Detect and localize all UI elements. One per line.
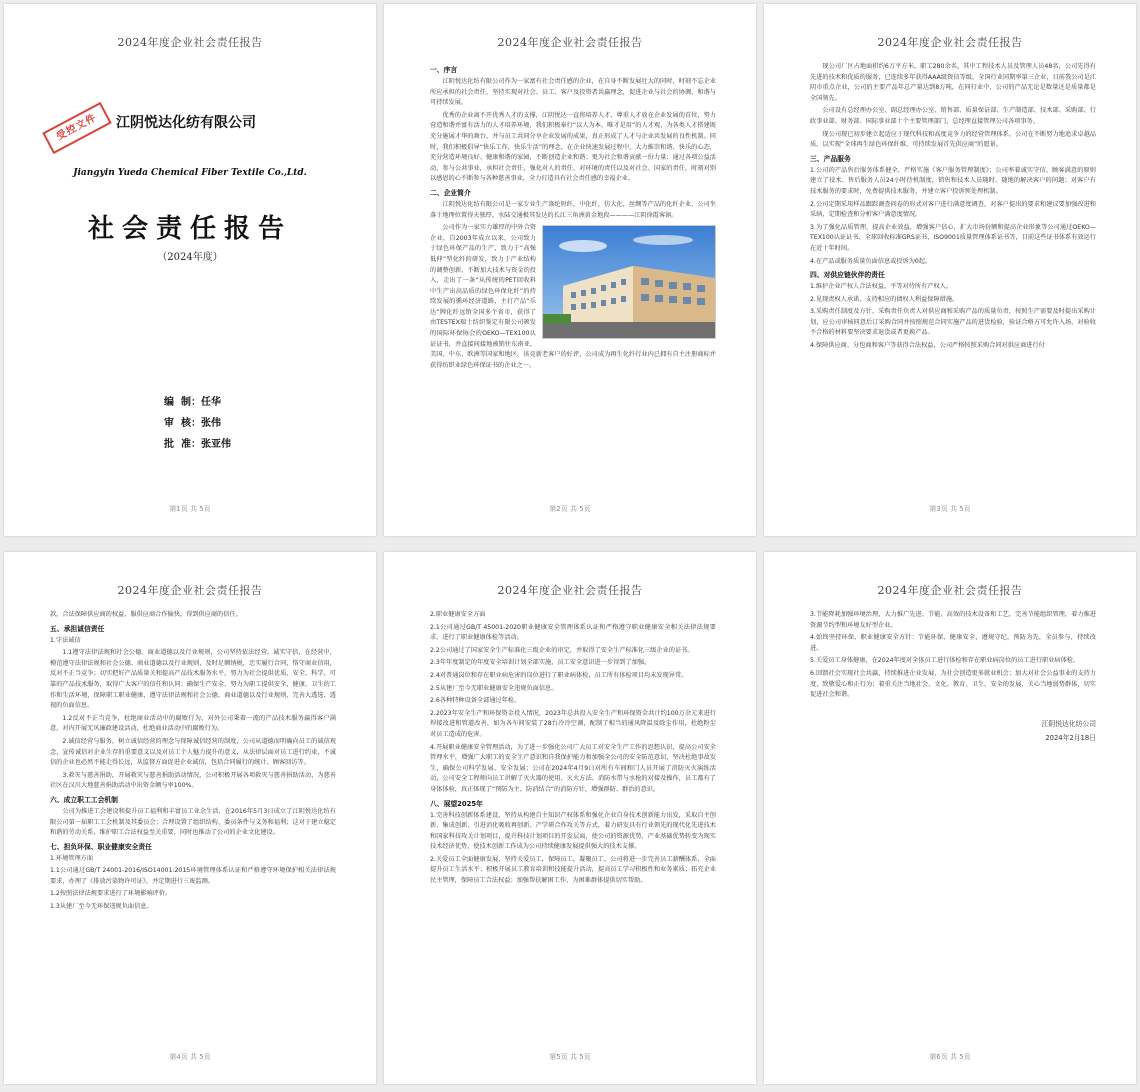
section-heading: 五、承担诚信责任 <box>50 624 105 633</box>
paragraph: 3.救灾与慈善捐助，开展救灾与慈善捐助活动情况，公司积极开展各项救灾与慈善捐助活动，为慈善社区在汉川大地慈善捐助活动中出资金额与率100%。 <box>50 771 336 790</box>
signature-date: 2024年2月18日 <box>1045 733 1096 742</box>
list-item: 5.关爱员工身体健康，在2024年度对全体员工进行体检和存在职业病岗位的员工进行职业病体检。 <box>810 657 1080 665</box>
subheading: 1.环境管理方面 <box>50 854 94 862</box>
list-item: 3.采购责任制度及方针，采购责任负责人对供应商和采购产品的质量负责，按照生产需要及时提出采购计划，应公司审核同意后订采购合同并按照规范合同实施产品的进货检验，验证合格方可允许入场，对验收不合格的材料要坚决要求退货或者更换产品。 <box>810 308 1096 337</box>
paragraph: 公司作为一家实力雄厚的中外合资企业，自2003年成立以来，公司致力于绿色环保产品的生产，致力于“高强低伸”型化纤的研发，致力于产业结构的调整创新，不断加大技术与资金的投入，走出了一条“从传统的PET回收料中生产出高品质的绿色环保化纤”的持续发展的循环经济道路，主打产品“乐达”牌化纤远销全国多个省市，获得了由TESTEX瑞士纺织鉴定有限公司颁发的国际环保协会的OEKO—TEX100认证证书，并直接间接地被销往东南亚、美国、中东、欧洲等国家和地区，该竞新老客户的好评，公司成为再生化纤行业内已拥有自主注册商标并获得纺织业绿色环保证书的企业之一。 <box>430 224 716 369</box>
section-heading: 七、担负环保、职业健康安全责任 <box>50 842 152 851</box>
list-item: 1.公司的产品售后服务体系健全，严格实施《客户服务管理制度》；公司率着诚实守信、顾客满意的原则建立了技术、售后服务人员24小时待机制度，销售和技术人员随时、随地的解决客户的问题；对客户有技术服务的要求时，免费提供技术服务，并建立客户投诉预处理机制。 <box>810 166 1096 195</box>
paragraph: 江阴悦达化纺有限公司作为一家富有社会责任感的企业，在自身不断发展壮大的同时，时刻不忘企业所应承担的社会责任，坚持实现对社会、员工、客户及投资者共赢理念，促进企业与社会的协调、和谐与可持续发展。 <box>430 78 716 107</box>
paragraph: 江阴悦达化纺有限公司是一家专业生产涤纶短纤，中化纤，仿大化，丝绸等产品的化纤企业，公司坐落于地理位置得天独厚、水陆交通极其发达的长江三角洲黄金地段————江阴徐霞客镇。 <box>430 200 716 219</box>
paragraph: 优秀的企业离不开优秀人才的支撑，江阴悦达一直将培养人才、尊重人才放在企业发展的首位，努力营造和谐并富有活力的人才培养环境，我们积极奉行“以人为本，唯才是用”的人才观，为各类人才搭建既充分施展才华的舞台，并与员工共同分享企业发展的成果，真正形成了人才与企业共发展的良性机制。同时，我们积极倡导“快乐工作，快乐生活”的理念，在企业快速发展过程中，大力推崇和谐、快乐的心态，充分营造环境良好、健康和谐的家园，不断创造企业和谐；更为社会和谐贡献一份力量；通过各项公益活动，参与公共事业，承担社会责任，强化对人的责任、对环境的责任以及对社会、国家的责任，时刻对别以感恩的心不断参与各种慈善事业，全力打造具有社会责任感的幸福企业。 <box>430 111 716 183</box>
company-name-en: Jiangyin Yueda Chemical Fiber Textile Co.,Ltd. <box>73 168 307 178</box>
list-item: 2.5从建厂至今无职业健康安全违规负面信息。 <box>430 684 558 692</box>
paragraph: 现公司现已初步建立起适应于现代科技和高度竞争力的经营管理体系，公司在不断努力地追求卓越品质，以实现“全球再生绿色环保纤维、可持续发展首先供应商”的愿景。 <box>810 130 1096 149</box>
signature-company: 江阴悦达化纺公司 <box>1041 719 1096 728</box>
section-heading: 六、成立职工工会机制 <box>50 795 118 804</box>
page-footer: 第5页 共 5页 <box>549 1053 591 1061</box>
list-item: 1.3从建厂至今无环保违规负面信息。 <box>50 903 153 911</box>
list-item: 2.2023年安全生产和环保资金投入情况，2023年总共投入安全生产和环保资金共计约100万余元来进行焊接改进和管道改善，如为各车间安装了28台冷冷空调，配制了相当的通风降温及除尘作用，杜绝粉尘对员工造成的危害。 <box>430 709 716 738</box>
list-item: 2.见现责权人承诺，支持相应的债权人利益保障措施。 <box>810 295 959 303</box>
section-heading: 一、序言 <box>430 66 458 74</box>
page-header: 2024年度企业社会责任报告 <box>877 36 1023 49</box>
controlled-document-stamp: 受控文件 <box>42 102 112 154</box>
list-item: 4.在产品或服务质量负面信息或投诉为0起。 <box>810 257 932 265</box>
signer-compiler: 编 制：任华 <box>164 397 221 408</box>
report-page-4 <box>4 552 376 1084</box>
report-page-2 <box>384 4 756 536</box>
signers-block <box>164 392 231 455</box>
paragraph: 公司设有总经理办公室、副总经理办公室、销售部、质量保证部、生产制造部、技术部、采购部、行政事业部、财务部、国际事业部十个主要管理部门，总经理直接管理公司各项事务。 <box>810 107 1096 125</box>
list-item: 3.为了强化品质管理，提高企业效益，增强客户信心，扩大市场份额和提高企业形象等公司通过OEKO—TEX100认证证书、全球回收标准GRS证书、ISO9001质量管理体系证书等，目前这些证书体系有效运行在近十年时间。 <box>810 223 1096 252</box>
subheading: 2.职业健康安全方面 <box>430 611 486 618</box>
list-item: 1.2按照法律法规要求进行了环境影响评价。 <box>50 890 172 898</box>
page-header: 2024年度企业社会责任报告 <box>497 36 643 49</box>
report-page-1 <box>4 4 376 536</box>
list-item: 4.始终坚持环保、职业健康安全方针：节能环保、健康安全，遵规守纪，预防为先，全员参与，持续改进。 <box>810 634 1096 652</box>
list-item: 2.1公司通过GB/T 45001-2020职业健康安全管理体系认证和严格遵守职业健康安全相关法律法规要求，进行了职业健康体检等活动。 <box>430 623 716 642</box>
list-item: 2.3年年度制定的年度安全培训计划全部实施，员工安全意识进一步得到了加强。 <box>430 659 651 667</box>
report-title: 社会责任报告 <box>87 214 292 244</box>
subheading: 1.守法诚信 <box>50 636 81 644</box>
report-page-5 <box>384 552 756 1084</box>
paragraph: 1.1遵守法律法规和社会公德、商业道德以及行业规则，公司坚持依法经营，诚实守信，在经营中，模范遵守法律法规和社会公德、商业道德以及行业规则，及时足额纳税，忠实履行合同，恪守商业信用，反对不正当竞争；切实把好产品质量关和提高产品技术服务水平，努力为社会提供优质、安全、科学、可靠的产品技术服务，取得广大客户的信任和认同；确保生产安全，努力为职工提供安全、健康、卫生的工作和生活环境，保障职工职业健康，遵守法律法规和社会公德、商业道德以及行业规则，完善大透选、透视的负面信息。 <box>50 649 336 710</box>
report-page-3 <box>764 4 1136 536</box>
list-item: 1.1公司通过GB/T 24001-2016/ISO14001:2015环境管理体系认证和严格遵守环境保护相关法律法规要求，办理了《排放污染物许可证》，并定期进行三废监测。 <box>50 867 336 885</box>
list-item: 3.节能降耗加强环境治理，大力推广先进、节能、高效的技术设备和工艺，完善节能组织管理，着力推进资源节约型和环境友好型企业。 <box>810 611 1096 629</box>
list-item: 4.保障供应商、分包商和客户等获得合法权益，公司严格按照采购合同对供应商进行付 <box>810 342 1045 350</box>
company-name-cn: 江阴悦达化纺有限公司 <box>116 115 256 131</box>
signer-reviewer: 审 核：张伟 <box>164 418 221 429</box>
page-header: 2024年度企业社会责任报告 <box>117 36 263 49</box>
page-header: 2024年度企业社会责任报告 <box>117 584 263 597</box>
page-header: 2024年度企业社会责任报告 <box>877 584 1023 597</box>
list-item: 1.完善科技创新体系建设，坚持从构建自主知识产权体系和强化企业自身技术创新能力出发，采取自主创新、集成创新、引进消化吸收再创新、产学研合作攻关等方式，着力研发具有行业领先的现代化先进技术和国家科技攻关计划项目，提升科技计划项目的开发层面，使公司的资源优势、产业基础优势转变为现实技术经济优势，使技术创新工作成为公司持续健康发展提供强大的技术支撑。 <box>430 811 716 851</box>
page-footer: 第4页 共 5页 <box>169 1053 211 1061</box>
paragraph: 现公司厂区占地面积约6万平方米，职工280余名，其中工程技术人员及管理人员48名，公司先得有先进的技术和优质的服务，已连续多年获得AAA级资信等级，全国行业同期率第三企业，目前我公司是江阴市重点企业，公司的主要产品年总产量达到8万吨，在同行业中，公司的产品无论是数量还是质量都是全国领先。 <box>810 63 1096 102</box>
paragraph: 1.2反对不正当竞争，杜绝商业活动中的腐败行为，对外公司秉着一流的产品技术服务赢得客户满意，对内开展无风廉政建设活动，杜绝商业活动中的腐败行为。 <box>50 714 336 733</box>
section-heading: 四、对供应链伙伴的责任 <box>810 271 885 280</box>
list-item: 4.开展职业健康安全管理活动，为了进一步强化公司广大员工对安全生产工作的思想认识，提高公司安全管理水平，增强广大职工的安全生产意识和自我保护能力和加强全公司的安全防范意识，坚决杜绝事故发生，确保公司科学发展、安全发展；公司在2024年4月9日对所有车间和门人员开展了消防灭火演练活动，公司安全工程师向员工讲解了灭火器的使用、灭火方法、消防水带与水枪的对接及操作，员工都有了身体体验，真正体现了“预防为主，防消结合”的消防方针，增强群防、群治的意识。 <box>430 743 716 793</box>
paragraph: 公司为推进工会建设和提升员工福利和丰富员工业余生活，在2016年5月3日成立了江阴悦达化纺有限公司第一届职工工会机制及其委员会；合理设置了组织结构、委员条件与义务和福利；这对于建立稳定和谐的劳动关系，维护职工合法权益至关重要，同时也推动了公司的企业文化建设。 <box>50 807 336 837</box>
list-item: 2.6各种特种设备全部通过年检。 <box>430 697 521 705</box>
report-year: （2024年度） <box>157 252 223 263</box>
paragraph: 2.诚信经营与服务，树立诚信经营的理念与保障诚信经营的制度，公司从道德而明确向员工的诚信观念，宣传诚信对企业生存的重要意义以及对员工个人魅力提升的意义，从法律层面对员工进行约束，不诚信的企业也必然不能走得长远，从监督方面促进企业诚信，包括合同履行的统计、顾客回访等。 <box>50 737 336 767</box>
list-item: 6.回馈社会实现社会共赢，持续推进企业发展，为社会创造更多就业机会；加大对社会公益事业的支持力度，致敬爱心和正行为；着重关注当地社会、文化、教育、卫生、安全的发展，关心当地弱势群体，切实促进社会和谐。 <box>810 669 1096 699</box>
paragraph: 款，合法保障供应商的权益，服供应商合作愉快，得到供应商的信任。 <box>50 611 242 618</box>
list-item: 1.维护企业产权人合法权益，平等对待所有产权人。 <box>810 283 953 291</box>
page-footer: 第2页 共 5页 <box>549 505 591 513</box>
list-item: 2.公司定期采用样品跟踪调查问卷的形式对客户进行满意度调查，对客户提出的要求和建议要加强改进和采纳，定期检查和分析客户满意度情况。 <box>810 200 1096 219</box>
page-footer: 第3页 共 5页 <box>929 505 971 513</box>
list-item: 2.关爱员工全面健康发展，坚持关爱员工，保障员工，凝聚员工，公司将进一步完善员工薪酬体系，全面提升员工生活水平；积极开展员工教育培训和技能提升活动，提高员工学习积极性和业务素质；拓充企业民主管理，保障员工合法权益；加强帮扶解困工作，为困难群体提供切实帮助。 <box>430 855 716 885</box>
factory-building-photo <box>542 225 716 339</box>
page-footer: 第1页 共 5页 <box>169 505 211 513</box>
section-heading: 八、展望2025年 <box>430 799 483 808</box>
section-heading: 二、企业简介 <box>430 188 471 197</box>
page-header: 2024年度企业社会责任报告 <box>497 584 643 597</box>
section-heading: 三、产品服务 <box>810 154 851 163</box>
list-item: 2.2公司通过了国家安全生产标准化三级企业的审定，并取得了安全生产标准化三级企业的证书。 <box>430 646 694 654</box>
report-page-6 <box>764 552 1136 1084</box>
page-footer: 第6页 共 5页 <box>929 1053 971 1061</box>
signer-approver: 批 准：张亚伟 <box>164 439 231 450</box>
list-item: 2.4对普通岗位和存在职业病危害的岗位进行了职业病体检，员工所有体检项目均未发现异常。 <box>430 671 688 679</box>
